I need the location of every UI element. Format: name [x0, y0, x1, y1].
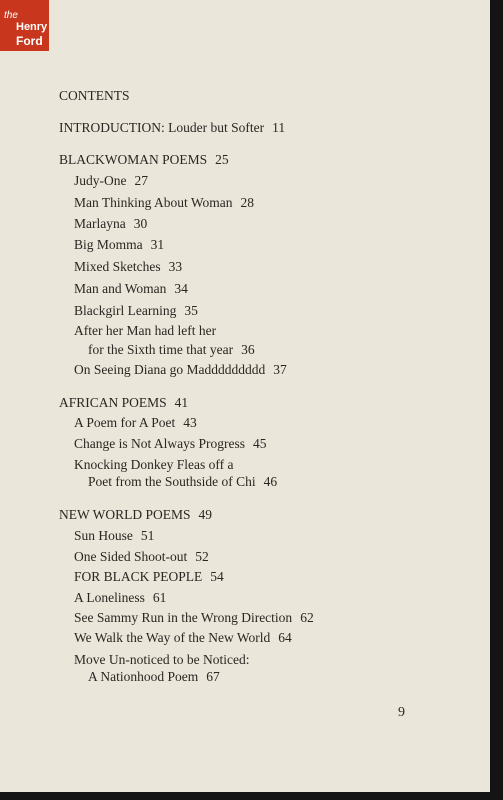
- toc-entry-title: A Poem for A Poet: [74, 415, 176, 430]
- toc-entry: [74, 610, 314, 626]
- toc-section-african-poems: [59, 395, 188, 411]
- toc-page-number: 54: [210, 569, 224, 584]
- toc-page-number: 11: [272, 120, 286, 135]
- page-number: 9: [398, 705, 405, 720]
- toc-entry: [74, 528, 154, 544]
- toc-entry: [74, 549, 209, 565]
- toc-page-number: 67: [206, 669, 220, 684]
- toc-entry-title: We Walk the Way of the New World: [74, 630, 271, 645]
- toc-page-number: 45: [253, 436, 267, 451]
- toc-page-number: 30: [133, 216, 148, 231]
- toc-page-number: 27: [134, 173, 148, 188]
- toc-entry-title: A Loneliness: [74, 590, 145, 605]
- toc-entry: [74, 436, 267, 452]
- toc-entry: [74, 216, 147, 232]
- logo-text-ford: Ford: [16, 34, 43, 48]
- toc-entry-line1: Knocking Donkey Fleas off a: [74, 457, 234, 472]
- toc-entry-title: Sun House: [74, 528, 133, 543]
- toc-entry: [74, 237, 164, 253]
- toc-entry: [74, 303, 198, 319]
- toc-page-number: 51: [140, 528, 155, 543]
- toc-page-number: 36: [241, 342, 255, 357]
- toc-page-number: 34: [174, 281, 188, 296]
- toc-page-number: 62: [300, 610, 314, 625]
- toc-entry-title: Blackgirl Learning: [74, 303, 177, 318]
- toc-entry-line2: [88, 669, 220, 685]
- toc-entry-title: A Nationhood Poem: [88, 669, 199, 684]
- toc-entry-title: Man and Woman: [74, 281, 167, 296]
- toc-entry-title: Marlayna: [74, 216, 126, 231]
- toc-section-title: BLACKWOMAN POEMS: [59, 152, 208, 167]
- toc-entry: [74, 362, 287, 378]
- toc-entry: [74, 195, 254, 211]
- toc-entry: [74, 173, 148, 189]
- toc-entry-title: Judy-One: [74, 173, 127, 188]
- toc-page-number: 25: [215, 152, 229, 167]
- toc-entry-line2: [88, 474, 277, 490]
- toc-entry-title: Man Thinking About Woman: [74, 195, 233, 210]
- toc-entry: [74, 590, 166, 606]
- toc-entry-title: Mixed Sketches: [74, 259, 161, 274]
- toc-entry-title: See Sammy Run in the Wrong Direction: [74, 610, 293, 625]
- toc-entry: [74, 259, 182, 275]
- toc-entry: [74, 281, 188, 297]
- toc-entry-line2: [88, 342, 255, 358]
- toc-section-new-world-poems: [59, 507, 212, 523]
- toc-entry-introduction: [59, 120, 285, 136]
- toc-page-number: 28: [240, 195, 255, 210]
- toc-section-title: AFRICAN POEMS: [59, 395, 167, 410]
- toc-entry-title: Poet from the Southside of Chi: [88, 474, 256, 489]
- toc-section-title: NEW WORLD POEMS: [59, 507, 191, 522]
- toc-entry-title: Change is Not Always Progress: [74, 436, 245, 451]
- toc-page-number: 61: [152, 590, 167, 605]
- toc-entry: [74, 569, 224, 585]
- toc-entry-title: INTRODUCTION: Louder but Softer: [59, 120, 265, 135]
- toc-entry-line1: After her Man had left her: [74, 323, 217, 338]
- toc-entry-line1: Move Un-noticed to be Noticed:: [74, 652, 250, 667]
- toc-page-number: 31: [150, 237, 165, 252]
- toc-page-number: 49: [198, 507, 213, 522]
- toc-entry-title: On Seeing Diana go Maddddddddd: [74, 362, 266, 377]
- toc-page-number: 33: [168, 259, 183, 274]
- toc-page-number: 37: [273, 362, 287, 377]
- toc-entry: [74, 415, 197, 431]
- toc-page-number: 43: [183, 415, 197, 430]
- toc-section-blackwoman-poems: [59, 152, 229, 168]
- logo-text-the: the: [4, 10, 18, 21]
- toc-page-number: 35: [184, 303, 198, 318]
- toc-page-number: 52: [195, 549, 209, 564]
- toc-entry-title: One Sided Shoot-out: [74, 549, 188, 564]
- toc-entry-title: for the Sixth time that year: [88, 342, 234, 357]
- toc-entry: [74, 630, 292, 646]
- toc-entry-title: Big Momma: [74, 237, 143, 252]
- toc-entry-title: FOR BLACK PEOPLE: [74, 569, 203, 584]
- toc-page-number: 41: [174, 395, 189, 410]
- logo-text-henry: Henry: [16, 21, 48, 33]
- contents-heading: CONTENTS: [59, 88, 130, 103]
- toc-page-number: 64: [278, 630, 292, 645]
- toc-page-number: 46: [263, 474, 278, 489]
